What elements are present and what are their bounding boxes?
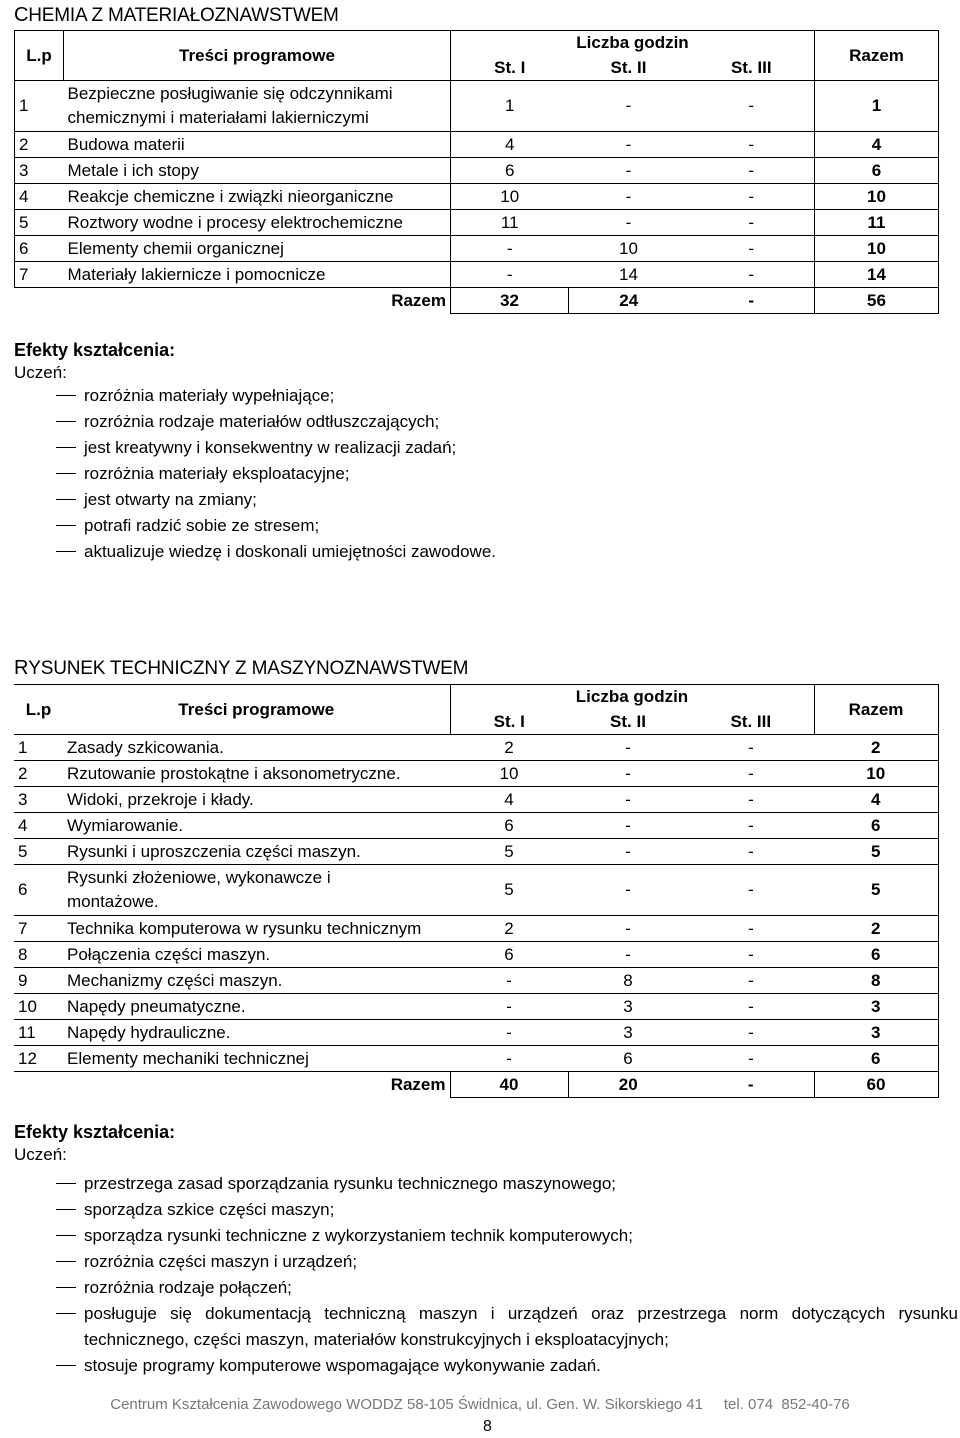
row-st1: 2 xyxy=(504,737,514,757)
table-row xyxy=(15,81,939,132)
row-lp: 2 xyxy=(14,761,63,787)
table-header-row xyxy=(14,685,938,710)
student-label: Uczeń: xyxy=(14,363,67,382)
table-row xyxy=(14,813,938,839)
table-row xyxy=(15,132,939,158)
sum-total: 60 xyxy=(814,1072,938,1098)
sum-spacer xyxy=(14,1072,63,1098)
row-total: 8 xyxy=(814,968,938,994)
table-row xyxy=(14,839,938,865)
row-st3: - xyxy=(689,210,815,236)
sum-st3: - xyxy=(689,288,815,314)
header-total: Razem xyxy=(814,685,938,735)
list-item-text: rozróżnia rodzaje materiałów odtłuszczających; xyxy=(84,412,440,431)
list-item xyxy=(14,1301,958,1353)
table-sum-row xyxy=(14,1072,938,1098)
row-st1: 10 xyxy=(450,761,568,787)
row-st1: 2 xyxy=(450,916,568,942)
page-number: 8 xyxy=(483,1418,492,1435)
row-st1: 6 xyxy=(451,158,569,184)
row-content: Połączenia części maszyn. xyxy=(63,942,450,968)
sum-st2: 24 xyxy=(569,288,689,314)
list-item-text: jest otwarty na zmiany; xyxy=(84,490,257,509)
list-item-text: sporządza szkice części maszyn; xyxy=(84,1200,335,1219)
row-content: Elementy mechaniki technicznej xyxy=(63,1046,450,1072)
row-total: 4 xyxy=(814,787,938,813)
row-lp: 10 xyxy=(14,994,63,1020)
list-item xyxy=(14,1353,958,1379)
row-content: Rysunki i uproszczenia części maszyn. xyxy=(63,839,450,865)
row-content: Metale i ich stopy xyxy=(64,158,451,184)
row-st1: 4 xyxy=(450,787,568,813)
row-total: 6 xyxy=(814,1046,938,1072)
table-row xyxy=(15,158,939,184)
row-st2: - xyxy=(569,184,689,210)
student-label: Uczeń: xyxy=(14,1145,67,1164)
row-content: Napędy pneumatyczne. xyxy=(63,994,450,1020)
row-content: Zasady szkicowania. xyxy=(67,737,224,757)
row-total: 10 xyxy=(815,236,939,262)
row-st3: - xyxy=(748,737,754,757)
row-st3: - xyxy=(689,132,815,158)
table-row xyxy=(14,735,938,761)
row-st3: - xyxy=(688,839,814,865)
row-st1: 4 xyxy=(451,132,569,158)
row-total: 4 xyxy=(815,132,939,158)
row-st3: - xyxy=(688,813,814,839)
list-item-text: sporządza rysunki techniczne z wykorzystaniem technik komputerowych; xyxy=(84,1226,633,1245)
dash-bullet xyxy=(56,421,76,422)
table-row xyxy=(14,916,938,942)
row-st1: 5 xyxy=(450,839,568,865)
header-hours: Liczba godzin xyxy=(450,685,814,710)
table-sum-row xyxy=(15,288,939,314)
dash-bullet xyxy=(56,1313,76,1314)
row-st2: - xyxy=(569,132,689,158)
row-content: Rzutowanie prostokątne i aksonometryczne. xyxy=(63,761,450,787)
row-content-line: montażowe. xyxy=(67,892,159,911)
row-lp: 1 xyxy=(15,81,64,132)
row-st3: - xyxy=(688,787,814,813)
row-st3: - xyxy=(688,761,814,787)
row-st2: - xyxy=(568,813,688,839)
section-title-chemistry xyxy=(14,4,339,27)
row-lp: 7 xyxy=(14,916,63,942)
technical-drawing-learning-outcomes xyxy=(14,1122,958,1379)
row-st2: 8 xyxy=(568,968,688,994)
row-st1: 10 xyxy=(451,184,569,210)
row-lp: 1 xyxy=(18,737,28,757)
header-total: Razem xyxy=(815,31,939,81)
row-st3: - xyxy=(748,96,755,115)
row-content: Roztwory wodne i procesy elektrochemiczne xyxy=(64,210,451,236)
title-initial: C xyxy=(14,4,29,26)
row-st3: - xyxy=(688,865,814,916)
row-st1: - xyxy=(450,994,568,1020)
outcomes-heading: Efekty kształcenia: xyxy=(14,1122,176,1142)
header-lp: L.p xyxy=(15,31,64,81)
title-initial: R xyxy=(14,657,29,679)
row-st3: - xyxy=(688,968,814,994)
row-content: Elementy chemii organicznej xyxy=(64,236,451,262)
dash-bullet xyxy=(56,473,76,474)
row-content: Reakcje chemiczne i związki nieorganiczne xyxy=(64,184,451,210)
list-item xyxy=(14,1171,958,1197)
row-lp: 9 xyxy=(14,968,63,994)
list-item xyxy=(14,1249,958,1275)
table-row xyxy=(14,942,938,968)
row-st2: - xyxy=(568,787,688,813)
list-item-text: stosuje programy komputerowe wspomagające wykonywanie zadań. xyxy=(84,1356,601,1375)
row-total: 3 xyxy=(814,994,938,1020)
list-item xyxy=(14,513,496,539)
dash-bullet xyxy=(56,551,76,552)
row-st2: - xyxy=(568,865,688,916)
header-st3: St. III xyxy=(689,55,815,81)
list-item xyxy=(14,1197,958,1223)
row-content: Widoki, przekroje i kłady. xyxy=(63,787,450,813)
header-st1: St. I xyxy=(451,55,569,81)
row-st3: - xyxy=(688,942,814,968)
row-total: 2 xyxy=(814,735,938,761)
chemistry-learning-outcomes xyxy=(14,340,496,565)
row-lp: 6 xyxy=(15,236,64,262)
list-item-text: potrafi radzić sobie ze stresem; xyxy=(84,516,320,535)
row-lp: 4 xyxy=(15,184,64,210)
table-row xyxy=(15,236,939,262)
row-st2: - xyxy=(568,839,688,865)
row-content-line: Rysunki złożeniowe, wykonawcze i xyxy=(67,868,331,887)
row-total: 10 xyxy=(814,761,938,787)
row-total: 11 xyxy=(815,210,939,236)
sum-st3: - xyxy=(688,1072,814,1098)
list-item xyxy=(14,487,496,513)
row-st2: - xyxy=(569,158,689,184)
list-item-text: aktualizuje wiedzę i doskonali umiejętności zawodowe. xyxy=(84,542,497,561)
outcomes-list xyxy=(14,1171,958,1379)
row-total: 2 xyxy=(814,916,938,942)
row-st1: 6 xyxy=(450,942,568,968)
row-content: Technika komputerowa w rysunku technicznym xyxy=(63,916,450,942)
row-content: Wymiarowanie. xyxy=(63,813,450,839)
sum-spacer xyxy=(15,288,64,314)
list-item-text: rozróżnia materiały eksploatacyjne; xyxy=(84,464,350,483)
list-item-text: jest kreatywny i konsekwentny w realizacji zadań; xyxy=(84,438,457,457)
dash-bullet xyxy=(56,525,76,526)
sum-st2: 20 xyxy=(568,1072,688,1098)
row-content: Materiały lakiernicze i pomocnicze xyxy=(64,262,451,288)
row-st1: - xyxy=(450,1020,568,1046)
dash-bullet xyxy=(56,395,76,396)
row-st2: 3 xyxy=(568,1020,688,1046)
table-row xyxy=(15,262,939,288)
dash-bullet xyxy=(56,499,76,500)
sum-st1: 40 xyxy=(450,1072,568,1098)
row-content-line: Bezpieczne posługiwanie się odczynnikami xyxy=(67,84,393,103)
row-st3: - xyxy=(689,184,815,210)
row-st2: - xyxy=(625,96,632,115)
row-total: 6 xyxy=(815,158,939,184)
row-st1: - xyxy=(451,262,569,288)
dash-bullet xyxy=(56,1261,76,1262)
row-lp: 4 xyxy=(14,813,63,839)
row-total: 6 xyxy=(814,813,938,839)
row-st3: - xyxy=(688,916,814,942)
row-lp: 5 xyxy=(15,210,64,236)
row-st2: - xyxy=(568,942,688,968)
row-total: 14 xyxy=(815,262,939,288)
table-row xyxy=(14,1046,938,1072)
table-row xyxy=(14,787,938,813)
row-st2: 6 xyxy=(568,1046,688,1072)
row-lp: 11 xyxy=(14,1020,63,1046)
outcomes-heading: Efekty kształcenia: xyxy=(14,340,176,360)
row-content: Budowa materii xyxy=(64,132,451,158)
row-total: 5 xyxy=(814,865,938,916)
list-item xyxy=(14,435,496,461)
list-item xyxy=(14,461,496,487)
sum-label: Razem xyxy=(390,1074,446,1094)
row-st1: - xyxy=(451,236,569,262)
row-st1: 1 xyxy=(451,81,569,132)
header-lp: L.p xyxy=(14,685,63,735)
row-total: 1 xyxy=(815,81,939,132)
row-lp: 3 xyxy=(14,787,63,813)
list-item xyxy=(14,539,496,565)
table-row xyxy=(14,761,938,787)
row-st2: - xyxy=(569,210,689,236)
row-st2: - xyxy=(568,761,688,787)
row-st2: 3 xyxy=(568,994,688,1020)
header-st3: St. III xyxy=(688,709,814,735)
list-item-text: posługuje się dokumentacją techniczną maszyn i urządzeń oraz przestrzega norm dotyczących rysunku technicznego, części maszyn, materiałów konstrukcyjnych i eksploatacyjnych; xyxy=(84,1304,958,1349)
row-total: 3 xyxy=(814,1020,938,1046)
row-st3: - xyxy=(689,158,815,184)
list-item-text: rozróżnia rodzaje połączeń; xyxy=(84,1278,292,1297)
sum-st1: 32 xyxy=(451,288,569,314)
header-content: Treści programowe xyxy=(63,685,450,735)
row-lp: 2 xyxy=(15,132,64,158)
row-st1: - xyxy=(450,1046,568,1072)
sum-total: 56 xyxy=(815,288,939,314)
row-total: 5 xyxy=(814,839,938,865)
outcomes-list xyxy=(14,383,496,565)
title-rest: HEMIA Z MATERIAŁOZNAWSTWEM xyxy=(28,5,339,26)
dash-bullet xyxy=(56,1287,76,1288)
row-lp: 12 xyxy=(14,1046,63,1072)
header-st1: St. I xyxy=(450,709,568,735)
row-lp: 3 xyxy=(15,158,64,184)
table-row xyxy=(15,210,939,236)
dash-bullet xyxy=(56,1365,76,1366)
table-row xyxy=(14,1020,938,1046)
row-content-line: chemicznymi i materiałami lakierniczymi xyxy=(67,108,369,127)
row-st1: 5 xyxy=(450,865,568,916)
row-lp: 6 xyxy=(14,865,63,916)
list-item xyxy=(14,383,496,409)
table-row xyxy=(15,184,939,210)
row-st2: 10 xyxy=(569,236,689,262)
dash-bullet xyxy=(56,447,76,448)
row-total: 10 xyxy=(815,184,939,210)
table-row xyxy=(14,994,938,1020)
table-row xyxy=(14,865,938,916)
row-content: Mechanizmy części maszyn. xyxy=(63,968,450,994)
row-st3: - xyxy=(688,994,814,1020)
dash-bullet xyxy=(56,1235,76,1236)
row-st2: - xyxy=(625,737,631,757)
table-row xyxy=(14,968,938,994)
row-lp: 7 xyxy=(15,262,64,288)
row-content: Napędy hydrauliczne. xyxy=(63,1020,450,1046)
dash-bullet xyxy=(56,1209,76,1210)
row-st3: - xyxy=(689,262,815,288)
row-content xyxy=(64,81,451,132)
row-st3: - xyxy=(688,1020,814,1046)
row-st3: - xyxy=(689,236,815,262)
sum-label: Razem xyxy=(64,288,451,314)
list-item-text: przestrzega zasad sporządzania rysunku technicznego maszynowego; xyxy=(84,1174,617,1193)
technical-drawing-program-table xyxy=(14,684,939,1098)
row-total: 6 xyxy=(814,942,938,968)
row-st2: - xyxy=(568,916,688,942)
list-item xyxy=(14,1275,958,1301)
section-title-technical-drawing xyxy=(14,657,468,680)
table-header-row xyxy=(15,31,939,56)
list-item-text: rozróżnia materiały wypełniające; xyxy=(84,386,335,405)
row-st3: - xyxy=(688,1046,814,1072)
page-footer: Centrum Kształcenia Zawodowego WODDZ 58-105 Świdnica, ul. Gen. W. Sikorskiego 41 tel. 074 852-40-76 xyxy=(110,1396,850,1413)
header-hours: Liczba godzin xyxy=(451,31,815,56)
list-item-text: rozróżnia części maszyn i urządzeń; xyxy=(84,1252,358,1271)
row-st1: - xyxy=(450,968,568,994)
header-st2: St. II xyxy=(568,709,688,735)
row-st1: 11 xyxy=(451,210,569,236)
row-st1: 6 xyxy=(450,813,568,839)
title-rest: YSUNEK TECHNICZNY Z MASZYNOZNAWSTWEM xyxy=(28,658,469,679)
dash-bullet xyxy=(56,1183,76,1184)
header-st2: St. II xyxy=(569,55,689,81)
row-lp: 8 xyxy=(14,942,63,968)
row-st2: 14 xyxy=(569,262,689,288)
list-item xyxy=(14,1223,958,1249)
header-content: Treści programowe xyxy=(64,31,451,81)
list-item xyxy=(14,409,496,435)
row-lp: 5 xyxy=(14,839,63,865)
chemistry-program-table xyxy=(14,30,939,314)
row-content xyxy=(63,865,450,916)
